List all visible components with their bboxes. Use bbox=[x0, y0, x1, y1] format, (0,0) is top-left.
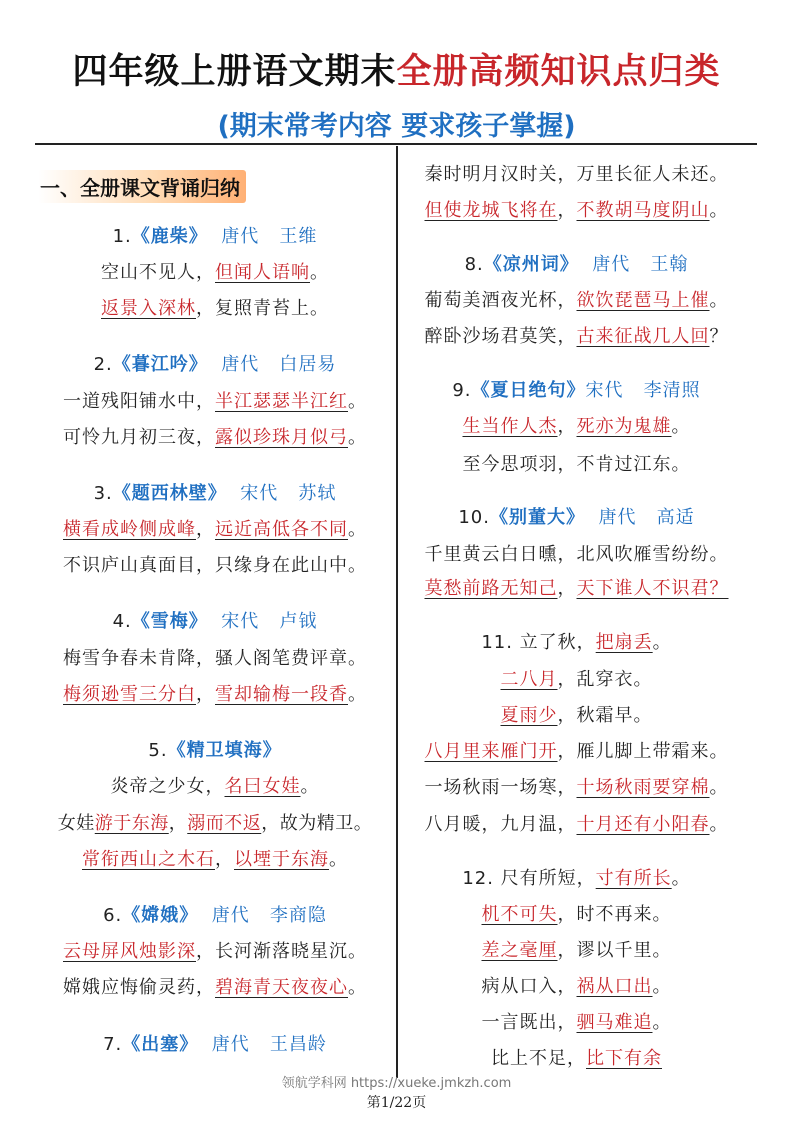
text: ， bbox=[557, 416, 577, 437]
text: 炎帝之少女， bbox=[110, 776, 225, 797]
highlight-text: 横看成岭侧成峰 bbox=[63, 519, 196, 540]
poem-line bbox=[35, 845, 395, 871]
poem-dynasty: 唐代 bbox=[221, 354, 260, 375]
text: 11. 立了秋， bbox=[481, 632, 596, 653]
highlight-text: 但闻人语响 bbox=[215, 262, 310, 283]
poem-author: 高适 bbox=[656, 507, 695, 528]
poem-dynasty: 唐代 bbox=[211, 905, 250, 926]
proverb-line bbox=[398, 810, 755, 836]
title-black-part: 四年级上册语文期末 bbox=[72, 52, 397, 92]
poem-heading bbox=[398, 503, 755, 529]
text: ，故为精卫。 bbox=[261, 813, 373, 834]
poem-number: 8. bbox=[464, 254, 484, 275]
text: 。 bbox=[671, 868, 691, 889]
poem-title: 《夏日绝句》 bbox=[471, 380, 586, 401]
poem-title: 《出塞》 bbox=[122, 1034, 199, 1055]
poem-dynasty: 唐代 bbox=[592, 254, 631, 275]
poem-dynasty: 宋代 bbox=[221, 611, 260, 632]
poem-line bbox=[35, 809, 395, 835]
highlight-text: 但使龙城飞将在 bbox=[424, 200, 558, 221]
poem-dynasty: 宋代 bbox=[585, 380, 624, 401]
poem-line bbox=[398, 286, 755, 312]
highlight-text: 半江瑟瑟半江红 bbox=[215, 391, 348, 412]
poem-line bbox=[35, 772, 395, 798]
highlight-text: 云母屏风烛影深 bbox=[63, 941, 196, 962]
proverb-line bbox=[398, 665, 755, 691]
text: 八月暖，九月温， bbox=[424, 814, 577, 835]
text: 。 bbox=[652, 1012, 672, 1033]
poem-line bbox=[35, 258, 395, 284]
highlight-text: 比下有余 bbox=[586, 1048, 662, 1069]
poem-number: 9. bbox=[452, 380, 472, 401]
poem-heading bbox=[398, 376, 755, 402]
text: ，复照青苔上。 bbox=[196, 298, 329, 319]
text: 可怜九月初三夜， bbox=[63, 427, 215, 448]
poem-line bbox=[35, 423, 395, 449]
highlight-text: 返景入深林 bbox=[101, 298, 196, 319]
text: 女娃 bbox=[57, 813, 95, 834]
poem-line bbox=[398, 322, 755, 348]
poem-author: 李商隐 bbox=[269, 905, 327, 926]
text: 。 bbox=[348, 427, 367, 448]
text: 病从口入， bbox=[481, 976, 577, 997]
highlight-text: 八月里来雁门开 bbox=[424, 741, 558, 762]
text: 。 bbox=[300, 776, 320, 797]
poem-line: 梅雪争春未肯降，骚人阁笔费评章。 bbox=[63, 648, 367, 669]
highlight-text: 十月还有小阳春 bbox=[576, 814, 710, 835]
highlight-text: 死亦为鬼雄 bbox=[576, 416, 672, 437]
poem-number: 3. bbox=[93, 483, 113, 504]
proverb-line bbox=[398, 701, 755, 727]
title-red-part: 全册高频知识点归类 bbox=[396, 52, 721, 92]
proverb-line bbox=[398, 864, 755, 890]
highlight-text: 夏雨少 bbox=[500, 705, 558, 726]
poem-author: 卢钺 bbox=[279, 611, 318, 632]
poem-number: 2. bbox=[93, 354, 113, 375]
proverb-line bbox=[398, 773, 755, 799]
highlight-text: 以堙于东海 bbox=[234, 849, 329, 870]
text: ？ bbox=[709, 326, 729, 347]
page-number: 第1/22页 bbox=[366, 1095, 427, 1111]
text: ， bbox=[196, 684, 215, 705]
poem-line bbox=[398, 412, 755, 438]
poem-title: 《嫦娥》 bbox=[122, 905, 199, 926]
text: 。 bbox=[329, 849, 348, 870]
text: ，谬以千里。 bbox=[557, 940, 672, 961]
text: ，长河渐落晓星沉。 bbox=[196, 941, 367, 962]
highlight-text: 生当作人杰 bbox=[462, 416, 558, 437]
text: 。 bbox=[709, 814, 729, 835]
highlight-text: 露似珍珠月似弓 bbox=[215, 427, 348, 448]
highlight-text: 把扇丢 bbox=[595, 632, 653, 653]
highlight-text: 差之毫厘 bbox=[481, 940, 558, 961]
proverb-line bbox=[398, 936, 755, 962]
text: 。 bbox=[348, 519, 367, 540]
poem-title: 《精卫填海》 bbox=[167, 740, 282, 761]
page-title bbox=[0, 44, 793, 94]
poem-title: 《雪梅》 bbox=[131, 611, 208, 632]
highlight-text: 祸从口出 bbox=[576, 976, 653, 997]
text: 。 bbox=[709, 290, 729, 311]
poem-author: 王维 bbox=[279, 226, 318, 247]
highlight-text: 古来征战几人回 bbox=[576, 326, 710, 347]
poem-line: 千里黄云白日曛，北风吹雁雪纷纷。 bbox=[424, 544, 729, 565]
poem-dynasty: 宋代 bbox=[240, 483, 279, 504]
poem-title: 《鹿柴》 bbox=[131, 226, 208, 247]
header-divider bbox=[35, 143, 757, 145]
poem-title: 《题西林壁》 bbox=[112, 483, 227, 504]
text: ，时不再来。 bbox=[557, 904, 672, 925]
highlight-text: 雪却输梅一段香 bbox=[215, 684, 348, 705]
poem-number: 5. bbox=[148, 740, 168, 761]
text: 醉卧沙场君莫笑， bbox=[424, 326, 577, 347]
poem-number: 6. bbox=[103, 905, 123, 926]
poem-heading bbox=[35, 901, 395, 927]
highlight-text: 二八月 bbox=[500, 669, 558, 690]
poem-title: 《暮江吟》 bbox=[112, 354, 208, 375]
poem-title: 《别董大》 bbox=[490, 507, 585, 528]
poem-line bbox=[35, 973, 395, 999]
footer-site: 领航学科网 https://xueke.jmkzh.com bbox=[281, 1076, 512, 1091]
text: 。 bbox=[348, 977, 367, 998]
poem-line bbox=[35, 937, 395, 963]
text: ，雁儿脚上带霜来。 bbox=[557, 741, 729, 762]
text: ， bbox=[196, 519, 215, 540]
poem-number: 7. bbox=[103, 1034, 123, 1055]
proverb-line bbox=[398, 628, 755, 654]
highlight-text: 常衔西山之木石 bbox=[82, 849, 215, 870]
poem-author: 王昌龄 bbox=[269, 1034, 327, 1055]
poem-heading bbox=[35, 222, 395, 248]
section-heading: 一、全册课文背诵归纳 bbox=[38, 170, 246, 203]
poem-dynasty: 唐代 bbox=[211, 1034, 250, 1055]
poem-dynasty: 唐代 bbox=[598, 507, 637, 528]
highlight-text: 不教胡马度阴山 bbox=[576, 200, 710, 221]
text: 比上不足， bbox=[491, 1048, 586, 1069]
text: 嫦娥应悔偷灵药， bbox=[63, 977, 215, 998]
text: ， bbox=[557, 578, 577, 599]
poem-heading bbox=[398, 250, 755, 276]
poem-line bbox=[35, 294, 395, 320]
poem-dynasty: 唐代 bbox=[221, 226, 260, 247]
text: 。 bbox=[652, 632, 672, 653]
poem-line bbox=[35, 680, 395, 706]
poem-number: 4. bbox=[112, 611, 132, 632]
text: ，秋霜早。 bbox=[557, 705, 653, 726]
text: 12. 尺有所短， bbox=[462, 868, 596, 889]
highlight-text: 梅须逊雪三分白 bbox=[63, 684, 196, 705]
poem-title: 《凉州词》 bbox=[483, 254, 579, 275]
proverb-line bbox=[398, 900, 755, 926]
text: 一场秋雨一场寒， bbox=[424, 777, 577, 798]
highlight-text: 莫愁前路无知己 bbox=[424, 578, 558, 599]
proverb-line bbox=[398, 737, 755, 763]
poem-line: 秦时明月汉时关，万里长征人未还。 bbox=[424, 164, 729, 185]
text: 一道残阳铺水中， bbox=[63, 391, 215, 412]
text: ， bbox=[557, 200, 577, 221]
poem-heading bbox=[35, 607, 395, 633]
highlight-text: 溺而不返 bbox=[187, 813, 262, 834]
text: ， bbox=[215, 849, 234, 870]
text: 。 bbox=[671, 416, 691, 437]
poem-number: 10. bbox=[458, 507, 490, 528]
text: 。 bbox=[652, 976, 672, 997]
highlight-text: 远近高低各不同 bbox=[215, 519, 348, 540]
proverb-line bbox=[398, 972, 755, 998]
poem-author: 王翰 bbox=[650, 254, 689, 275]
highlight-text: 游于东海 bbox=[94, 813, 169, 834]
poem-heading bbox=[35, 1030, 395, 1056]
page-subtitle: (期末常考内容 要求孩子掌握) bbox=[217, 111, 576, 142]
poem-number: 1. bbox=[112, 226, 132, 247]
highlight-text: 驷马难追 bbox=[576, 1012, 653, 1033]
highlight-text: 天下谁人不识君？ bbox=[576, 578, 729, 599]
text: 。 bbox=[348, 684, 367, 705]
highlight-text: 欲饮琵琶马上催 bbox=[576, 290, 710, 311]
highlight-text: 名曰女娃 bbox=[224, 776, 301, 797]
text: ， bbox=[168, 813, 188, 834]
poem-heading bbox=[35, 350, 395, 376]
text: 空山不见人， bbox=[101, 262, 215, 283]
text: 一言既出， bbox=[481, 1012, 577, 1033]
proverb-line bbox=[398, 1044, 755, 1070]
poem-heading bbox=[35, 479, 395, 505]
highlight-text: 机不可失 bbox=[481, 904, 558, 925]
poem-line: 至今思项羽，不肯过江东。 bbox=[462, 454, 691, 475]
text: ，乱穿衣。 bbox=[557, 669, 653, 690]
highlight-text: 十场秋雨要穿棉 bbox=[576, 777, 710, 798]
text: 。 bbox=[709, 200, 729, 221]
poem-author: 白居易 bbox=[279, 354, 337, 375]
poem-line: 不识庐山真面目，只缘身在此山中。 bbox=[63, 555, 367, 576]
poem-heading bbox=[35, 736, 395, 762]
highlight-text: 寸有所长 bbox=[595, 868, 672, 889]
poem-line bbox=[398, 196, 755, 222]
poem-line bbox=[35, 387, 395, 413]
poem-line bbox=[35, 515, 395, 541]
proverb-line bbox=[398, 1008, 755, 1034]
text: 。 bbox=[310, 262, 329, 283]
text: 。 bbox=[709, 777, 729, 798]
highlight-text: 碧海青天夜夜心 bbox=[215, 977, 348, 998]
poem-author: 苏轼 bbox=[298, 483, 337, 504]
text: 。 bbox=[348, 391, 367, 412]
poem-line bbox=[398, 574, 755, 600]
poem-author: 李清照 bbox=[643, 380, 701, 401]
text: 葡萄美酒夜光杯， bbox=[424, 290, 577, 311]
